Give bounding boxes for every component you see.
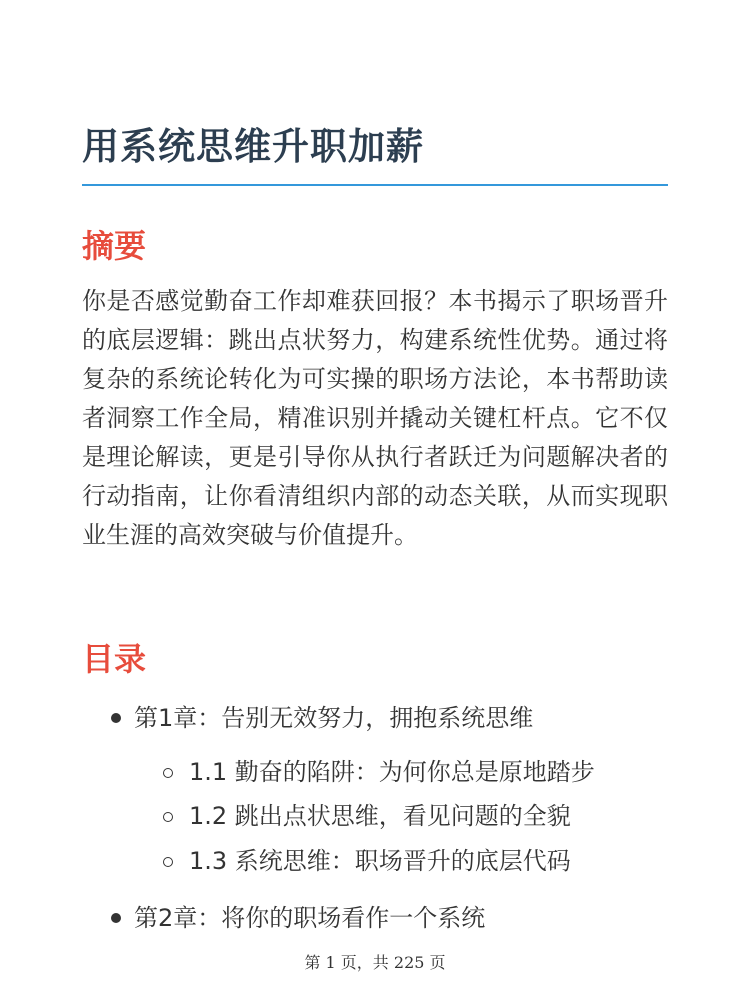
bullet-circle-icon bbox=[163, 768, 173, 778]
bullet-circle-icon bbox=[163, 812, 173, 822]
toc-section-label[interactable]: 1.1 勤奋的陷阱：为何你总是原地踏步 bbox=[189, 758, 595, 786]
title-divider bbox=[82, 184, 668, 186]
page-footer: 第 1 页，共 225 页 bbox=[304, 953, 446, 972]
summary-paragraph: 你是否感觉勤奋工作却难获回报？本书揭示了职场晋升的底层逻辑：跳出点状努力，构建系统性优势。通过将复杂的系统论转化为可实操的职场方法论，本书帮助读者洞察工作全局，精准识别并撬动关键杠杆点。它不仅是理论解读，更是引导你从执行者跃迁为问题解决者的行动指南，让你看清组织内部的动态关联，从而实现职业生涯的高效突破与价值提升。 bbox=[82, 287, 668, 549]
toc-chapter-label[interactable]: 第1章：告别无效努力，拥抱系统思维 bbox=[134, 704, 534, 732]
toc-heading: 目录 bbox=[82, 640, 147, 678]
toc-chapter-label[interactable]: 第2章：将你的职场看作一个系统 bbox=[134, 904, 486, 932]
bullet-disc-icon bbox=[111, 913, 121, 923]
toc-section-label[interactable]: 1.3 系统思维：职场晋升的底层代码 bbox=[189, 847, 571, 875]
summary-heading: 摘要 bbox=[82, 227, 147, 265]
bullet-circle-icon bbox=[163, 857, 173, 867]
bullet-disc-icon bbox=[111, 713, 121, 723]
book-title: 用系统思维升职加薪 bbox=[82, 125, 424, 168]
toc-section-label[interactable]: 1.2 跳出点状思维，看见问题的全貌 bbox=[189, 802, 571, 830]
